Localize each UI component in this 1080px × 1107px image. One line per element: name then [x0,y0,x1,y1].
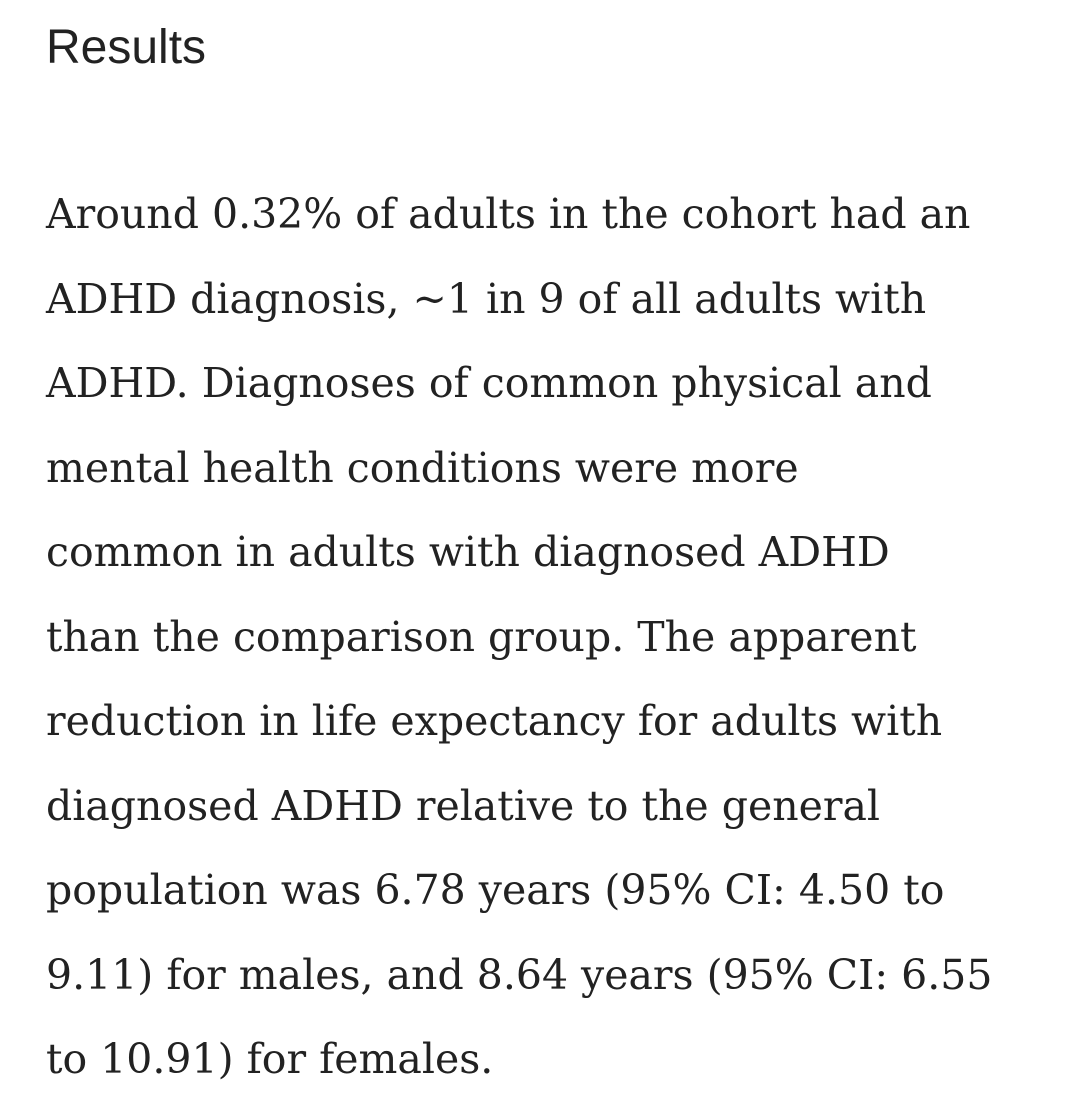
paragraph-line: to 10.91) for females. [46,1035,494,1083]
paragraph-line: ADHD. Diagnoses of common physical and [46,359,932,407]
paragraph-line: population was 6.78 years (95% CI: 4.50 to [46,866,945,914]
paragraph-line: 9.11) for males, and 8.64 years (95% CI: 6.55 [46,950,993,999]
paragraph-line: reduction in life expectancy for adults with [46,697,943,745]
paragraph-line: common in adults with diagnosed ADHD [46,528,890,576]
results-paragraph [46,172,1056,1102]
section-heading: Results [46,21,207,74]
paragraph-line: Around 0.32% of adults in the cohort had an [46,190,971,238]
paragraph-line: mental health conditions were more [46,443,799,492]
paragraph-line: than the comparison group. The apparent [46,612,917,661]
paragraph-line: ADHD diagnosis, ~1 in 9 of all adults with [46,274,927,323]
paragraph-line: diagnosed ADHD relative to the general [46,781,881,830]
